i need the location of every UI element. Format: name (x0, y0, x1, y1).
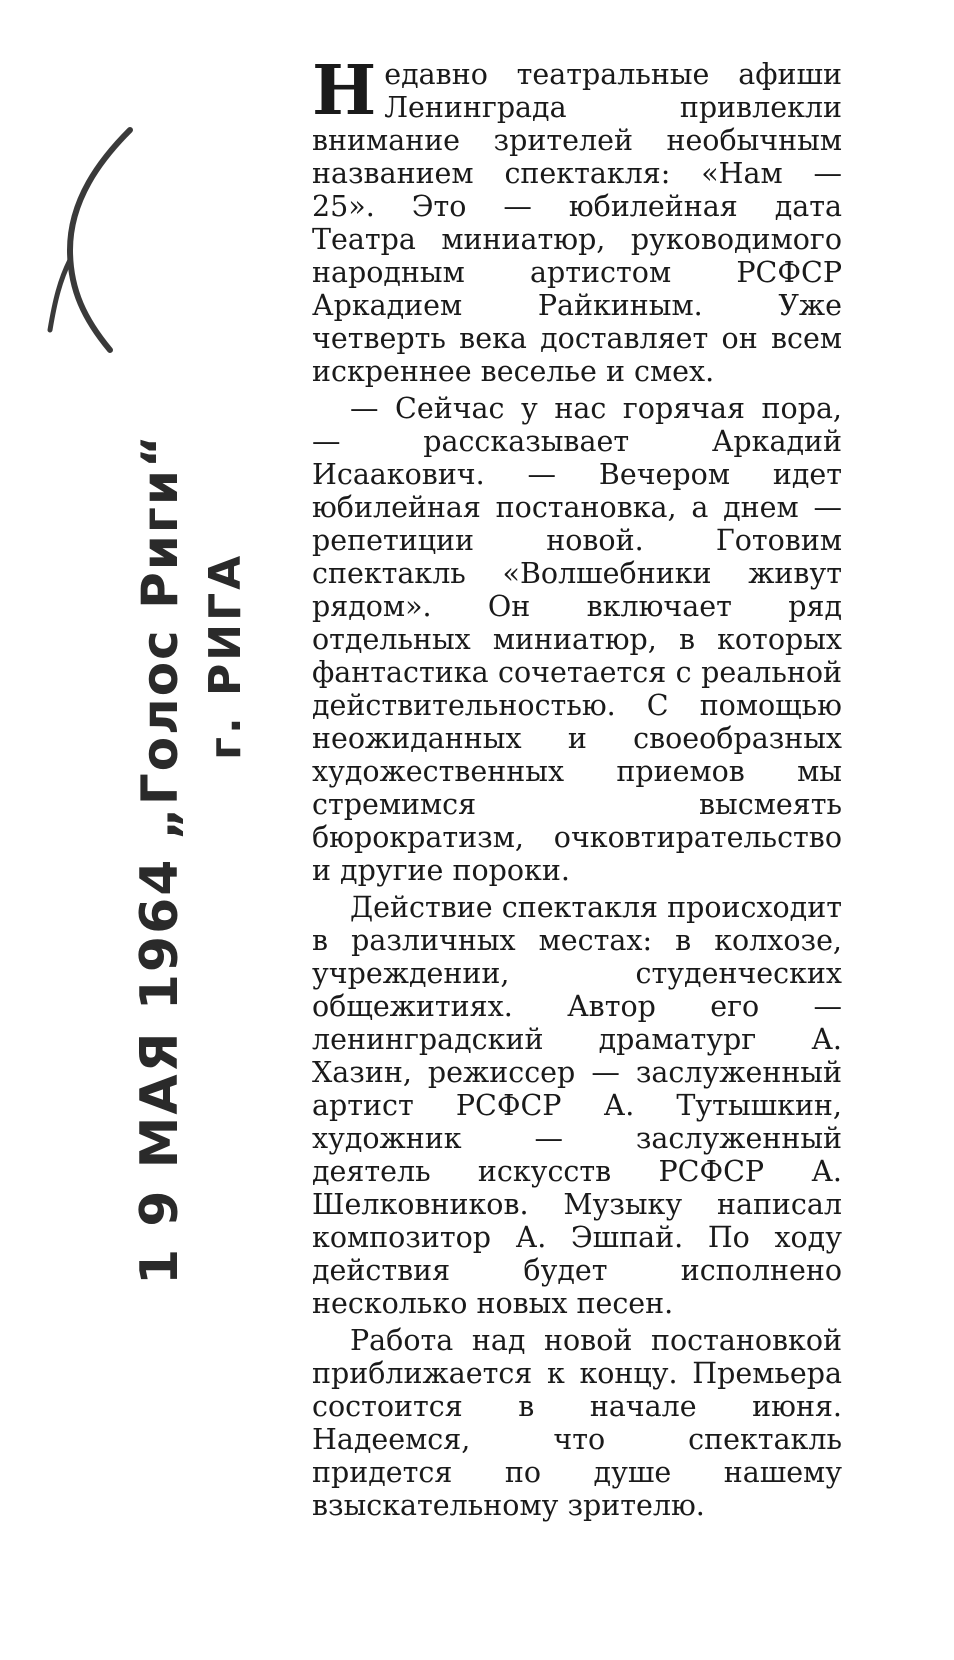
article-paragraph: Действие спектакля происходит в различных местах: в колхозе, учреждении, студенческих общежитиях. Автор его — ленинградский драматург А. Хазин, режиссер — заслуженный артист РСФСР А. Тутышкин, художник — заслуженный деятель искусств РСФСР А. Шелковников. Музыку написал композитор А. Эшпай. По ходу действия будет исполнено несколько новых песен. (312, 891, 842, 1320)
paragraph-text: едавно театральные афиши Ленинграда привлекли внимание зрителей необычным названием спектакля: «Нам — 25». Это — юбилейная дата Театра миниатюр, руководимого народным артистом РСФСР Аркадием Райкиным. Уже четверть века доставляет он всем искреннее веселье и смех. (312, 58, 842, 388)
pen-mark-icon (30, 120, 140, 360)
article-paragraph (312, 51, 842, 388)
stamp-newspaper: „Голос Риги“ (131, 433, 189, 840)
drop-cap: Н (312, 51, 377, 131)
article-body (312, 51, 842, 1526)
date-source-stamp (130, 433, 190, 1285)
article-paragraph: — Сейчас у нас горячая пора, — рассказывает Аркадий Исаакович. — Вечером идет юбилейная постановка, а днем — репетиции новой. Готовим спектакль «Волшебники живут рядом». Он включает ряд отдельных миниатюр, в которых фантастика сочетается с реальной действительностью. С помощью неожиданных и своеобразных художественных приемов мы стремимся высмеять бюрократизм, очковтирательство и другие пороки. (312, 392, 842, 887)
article-paragraph: Работа над новой постановкой приближается к концу. Премьера состоится в начале июня. Надеемся, что спектакль придется по душе нашему взыскательному зрителю. (312, 1324, 842, 1522)
stamp-date: 1 9 МАЯ 1964 (130, 857, 190, 1285)
stamp-city: г. РИГА (200, 552, 251, 760)
